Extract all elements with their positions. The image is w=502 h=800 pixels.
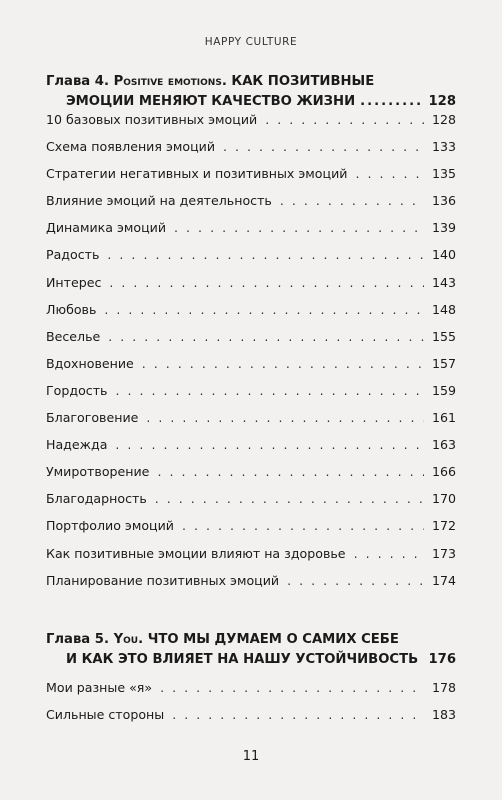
dot-leader: [107, 247, 424, 262]
chapter-5-heading: [46, 630, 456, 670]
toc-entry-title: Радость: [46, 247, 100, 263]
toc-entry-page: 163: [431, 437, 456, 453]
toc-entry: [46, 275, 456, 302]
toc-entry: [46, 302, 456, 329]
toc-entry-title: Вдохновение: [46, 355, 134, 371]
toc-entry-title: Интерес: [46, 274, 102, 290]
dot-leader: [115, 383, 423, 398]
toc-entry: [46, 464, 456, 491]
chapter-5-subtitle: И КАК ЭТО ВЛИЯЕТ НА НАШУ УСТОЙЧИВОСТЬ: [66, 652, 419, 667]
toc-entry-title: Сильные стороны: [46, 707, 165, 723]
toc-entry-title: Умиротворение: [46, 464, 150, 480]
toc-entry: [46, 383, 456, 410]
chapter-4-english-title: Positive emotions: [113, 74, 222, 89]
page-number: 11: [242, 749, 260, 764]
dot-leader: [160, 680, 424, 695]
toc-entry-page: 157: [431, 355, 456, 371]
dot-leader: [280, 193, 424, 208]
toc-entry-title: Мои разные «я»: [46, 680, 153, 695]
dot-leader: [115, 437, 424, 452]
toc-entry: [46, 193, 456, 220]
chapter-5-title-rest: . ЧТО МЫ ДУМАЕМ О САМИХ СЕБЕ: [138, 632, 399, 647]
toc-entry: [46, 546, 456, 573]
toc-entry: [46, 247, 456, 274]
chapter-4-page: 128: [428, 94, 456, 109]
toc-entry: [46, 410, 456, 437]
toc-entry: [46, 680, 456, 707]
toc-entry-page: 155: [431, 328, 456, 344]
dot-leader: [355, 166, 424, 181]
toc-entry: [46, 166, 456, 193]
dot-leader: [174, 220, 424, 235]
toc-entry-page: 139: [431, 220, 456, 236]
chapter-5-title-line1: [46, 630, 456, 650]
dot-leader: [157, 464, 424, 479]
toc-entry-title: Динамика эмоций: [46, 220, 167, 236]
toc-entry: [46, 573, 456, 600]
toc-entry-title: Благоговение: [46, 410, 139, 426]
toc-entry-page: 161: [431, 410, 456, 426]
toc-entry-title: Гордость: [46, 382, 108, 398]
toc-entry-page: 135: [431, 166, 456, 182]
dot-leader: [108, 329, 424, 344]
toc-entry-page: 159: [431, 382, 456, 398]
toc-entry-title: Веселье: [46, 328, 101, 344]
dot-leader: [172, 707, 424, 722]
toc-entry-title: Как позитивные эмоции влияют на здоровье: [46, 545, 346, 561]
toc-entry-page: 136: [431, 193, 456, 209]
dot-leader: [287, 573, 424, 588]
chapter-5-title-line2: [46, 650, 456, 670]
toc-entry-title: Благодарность: [46, 491, 147, 507]
toc-entry: [46, 356, 456, 383]
toc-entry-title: Надежда: [46, 437, 108, 453]
toc-entry-title: Любовь: [46, 301, 97, 317]
toc-entry: [46, 491, 456, 518]
dot-leader: [182, 518, 424, 533]
toc-entry-page: 148: [431, 301, 456, 317]
toc-entry: [46, 707, 456, 734]
toc-entry-page: 172: [431, 518, 456, 534]
dot-leader: [265, 112, 424, 127]
dot-leader: [142, 356, 424, 371]
toc-entry-page: 128: [431, 112, 456, 127]
chapter-4-entries: [46, 112, 456, 600]
toc-entry: [46, 112, 456, 139]
running-head: HAPPY CULTURE: [204, 36, 298, 48]
toc-entry-title: 10 базовых позитивных эмоций: [46, 112, 258, 127]
toc-entry: [46, 329, 456, 356]
toc-entry: [46, 437, 456, 464]
dot-leader: [223, 139, 424, 154]
chapter-5-page: 176: [428, 652, 456, 667]
toc-entry-page: 143: [431, 274, 456, 290]
dot-leader: [146, 410, 424, 425]
toc-entry-page: 173: [431, 545, 456, 561]
chapter-5-english-title: You: [113, 632, 139, 647]
toc-entry: [46, 139, 456, 166]
chapter-4-title-line2: [46, 92, 456, 112]
toc-entry: [46, 518, 456, 545]
toc-entry-page: 166: [431, 464, 456, 480]
toc-entry-title: Планирование позитивных эмоций: [46, 572, 280, 588]
toc-entry-page: 178: [431, 680, 456, 695]
chapter-4-heading: [46, 72, 456, 112]
toc-entry-page: 133: [431, 139, 456, 155]
chapter-5-label: Глава 5.: [46, 632, 109, 647]
chapter-4-subtitle: ЭМОЦИИ МЕНЯЮТ КАЧЕСТВО ЖИЗНИ: [66, 94, 356, 109]
toc-entry-title: Стратегии негативных и позитивных эмоций: [46, 166, 348, 182]
toc-entry-page: 140: [431, 247, 456, 263]
toc-entry: [46, 220, 456, 247]
chapter-4-title-rest: . КАК ПОЗИТИВНЫЕ: [221, 74, 375, 89]
toc-entry-title: Схема появления эмоций: [46, 139, 216, 155]
toc-entry-page: 183: [431, 707, 456, 723]
toc-entry-title: Влияние эмоций на деятельность: [46, 193, 272, 209]
dot-leader: [155, 491, 424, 506]
chapter-4-title-line1: [46, 72, 456, 92]
dot-leader: [354, 546, 424, 561]
chapter-5-entries: [46, 680, 456, 734]
dot-leader: [109, 275, 424, 290]
chapter-4-label: Глава 4.: [46, 74, 109, 89]
toc-entry-page: 170: [431, 491, 456, 507]
dot-leader: [360, 92, 423, 112]
toc-entry-page: 174: [431, 572, 456, 588]
toc-entry-title: Портфолио эмоций: [46, 518, 174, 534]
dot-leader: [104, 302, 424, 317]
